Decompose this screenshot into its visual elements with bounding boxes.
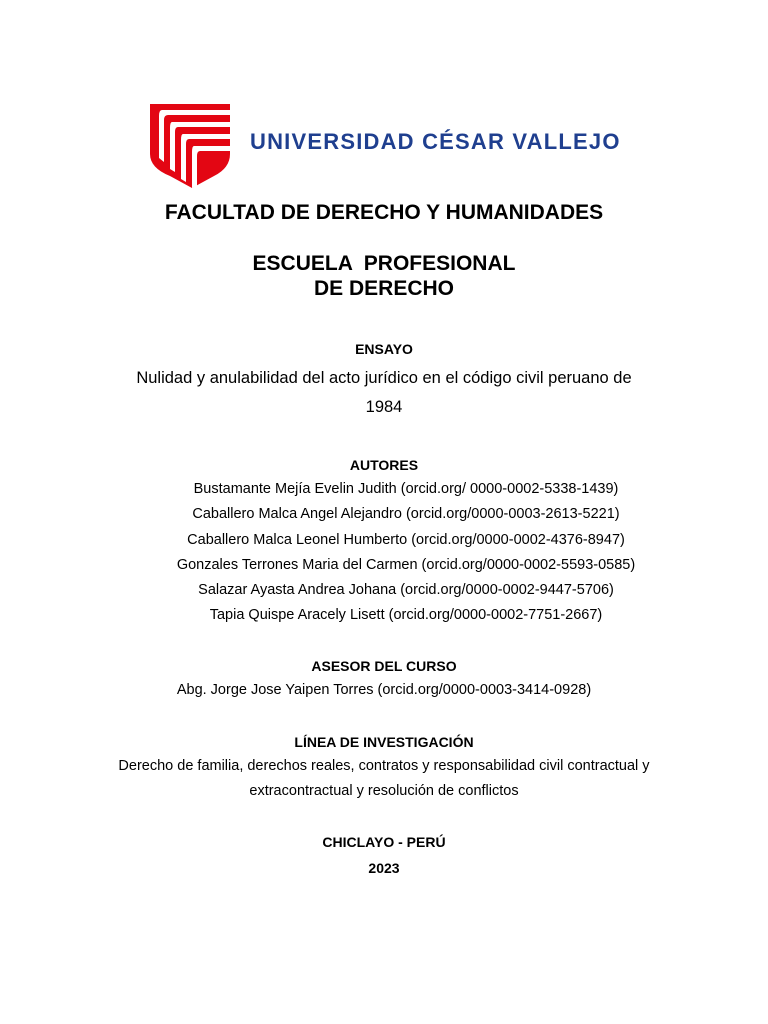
essay-title bbox=[0, 364, 768, 422]
year: 2023 bbox=[368, 860, 400, 876]
university-name: UNIVERSIDAD CÉSAR VALLEJO bbox=[250, 129, 621, 154]
author-2: Caballero Malca Angel Alejandro (orcid.org/0000-0003-2613-5221) bbox=[192, 506, 620, 523]
research-line-2: extracontractual y resolución de conflictos bbox=[249, 783, 519, 800]
school-heading bbox=[0, 251, 768, 301]
authors-list bbox=[0, 477, 768, 629]
place: CHICLAYO - PERÚ bbox=[322, 834, 446, 850]
research-line-heading: LÍNEA DE INVESTIGACIÓN bbox=[294, 734, 474, 750]
university-logo bbox=[148, 102, 628, 190]
author-5: Salazar Ayasta Andrea Johana (orcid.org/0000-0002-9447-5706) bbox=[198, 582, 614, 599]
essay-title-line-2: 1984 bbox=[365, 398, 403, 416]
university-shield-icon bbox=[148, 102, 238, 190]
author-3: Caballero Malca Leonel Humberto (orcid.org/0000-0002-4376-8947) bbox=[187, 531, 625, 548]
school-line-2: DE DERECHO bbox=[313, 277, 455, 300]
advisor-name: Abg. Jorge Jose Yaipen Torres (orcid.org/0000-0003-3414-0928) bbox=[176, 682, 592, 698]
faculty-heading: FACULTAD DE DERECHO Y HUMANIDADES bbox=[164, 201, 604, 224]
author-1: Bustamante Mejía Evelin Judith (orcid.org/ 0000-0002-5338-1439) bbox=[193, 481, 619, 497]
author-6: Tapia Quispe Aracely Lisett (orcid.org/0000-0002-7751-2667) bbox=[209, 607, 603, 624]
advisor-heading: ASESOR DEL CURSO bbox=[311, 658, 457, 674]
research-line-1: Derecho de familia, derechos reales, contratos y responsabilidad civil contractual y bbox=[118, 758, 650, 774]
author-4: Gonzales Terrones Maria del Carmen (orcid.org/0000-0002-5593-0585) bbox=[176, 556, 636, 573]
authors-heading: AUTORES bbox=[349, 457, 419, 473]
essay-title-line-1: Nulidad y anulabilidad del acto jurídico en el código civil peruano de bbox=[136, 369, 632, 387]
essay-label: ENSAYO bbox=[355, 341, 413, 357]
school-line-1: ESCUELA PROFESIONAL bbox=[252, 252, 516, 275]
research-line-text bbox=[0, 754, 768, 805]
